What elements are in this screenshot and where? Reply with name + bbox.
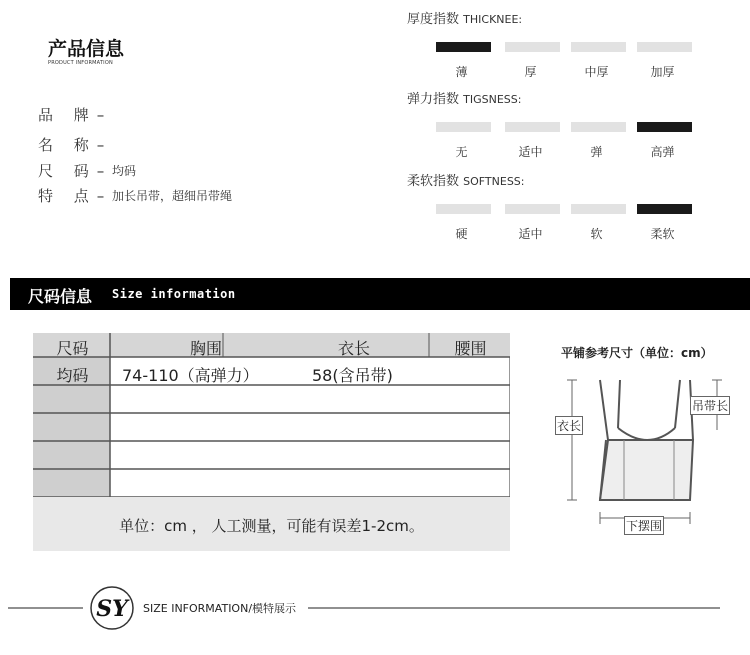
rating-option-label: 硬 xyxy=(455,227,468,241)
rating-bar xyxy=(637,42,692,52)
rating-title-cn: 厚度指数 xyxy=(407,12,460,27)
diagram-title: 平铺参考尺寸（单位：cm） xyxy=(561,346,713,360)
info-label: 名 称 xyxy=(38,136,97,154)
rating-bar xyxy=(571,42,626,52)
diagram-label-length: 衣长 xyxy=(555,416,583,435)
rating-bar xyxy=(571,204,626,214)
diagram-label-hem: 下摆围 xyxy=(624,516,664,535)
info-value-feature: 加长吊带，超细吊带绳 xyxy=(112,189,233,203)
product-info-title: 产品信息 xyxy=(48,38,125,60)
rating-title xyxy=(407,8,522,27)
rating-bar xyxy=(436,204,491,214)
footer-text: SIZE INFORMATION/模特展示 xyxy=(143,602,297,615)
rating-bar xyxy=(505,204,560,214)
rating-option-label: 柔软 xyxy=(650,227,675,241)
cell-length: 58(含吊带) xyxy=(312,366,393,385)
info-label: 尺 码 xyxy=(38,162,97,180)
rating-option-label: 薄 xyxy=(455,65,468,79)
rating-option-label: 厚 xyxy=(524,65,537,79)
info-row-size xyxy=(38,160,104,181)
rating-bar xyxy=(505,122,560,132)
rating-bar xyxy=(505,42,560,52)
info-label: 特 点 xyxy=(38,187,97,205)
rating-option-label: 适中 xyxy=(518,227,543,241)
rating-bar xyxy=(637,122,692,132)
rating-option-label: 无 xyxy=(455,145,468,159)
product-info-subtitle: PRODUCT INFORMATION xyxy=(48,60,113,66)
info-dash: – xyxy=(96,136,105,154)
info-label: 品 牌 xyxy=(38,106,97,124)
cell-bust: 74-110（高弹力） xyxy=(122,366,259,385)
rating-title-en: THICKNEE: xyxy=(463,13,523,26)
rating-option-label: 适中 xyxy=(518,145,543,159)
rating-option-label: 高弹 xyxy=(650,145,675,159)
size-band-title: 尺码信息 xyxy=(28,287,93,306)
rating-option-label: 加厚 xyxy=(650,65,675,79)
rating-title-en: TIGSNESS: xyxy=(463,93,522,106)
size-band-subtitle: Size information xyxy=(112,287,236,301)
rating-title xyxy=(407,88,521,107)
rating-option-label: 中厚 xyxy=(584,65,609,79)
header-waist: 腰围 xyxy=(454,339,487,358)
rating-bar xyxy=(436,42,491,52)
info-value-size: 均码 xyxy=(112,164,137,178)
header-length: 衣长 xyxy=(337,339,370,358)
rating-option-label: 软 xyxy=(590,227,603,241)
cell-size: 均码 xyxy=(56,366,89,385)
rating-option-label: 弹 xyxy=(590,145,603,159)
info-dash: – xyxy=(96,106,105,124)
rating-title-en: SOFTNESS: xyxy=(463,175,525,188)
header-bust: 胸围 xyxy=(189,339,222,358)
info-dash: – xyxy=(96,162,105,180)
table-note: 单位：cm ， 人工测量，可能有误差1-2cm。 xyxy=(119,517,424,535)
rating-title-cn: 柔软指数 xyxy=(407,174,460,189)
rating-bar xyxy=(436,122,491,132)
rating-bar xyxy=(637,204,692,214)
footer-logo-text: SY xyxy=(96,596,128,622)
rating-title xyxy=(407,170,525,189)
footer-divider xyxy=(8,586,748,632)
rating-title-cn: 弹力指数 xyxy=(407,92,460,107)
header-size: 尺码 xyxy=(56,339,89,358)
info-row-name xyxy=(38,134,104,155)
info-dash: – xyxy=(96,187,105,205)
rating-bar xyxy=(571,122,626,132)
diagram-label-strap: 吊带长 xyxy=(690,396,730,415)
info-row-feature xyxy=(38,185,104,206)
info-row-brand xyxy=(38,104,104,125)
